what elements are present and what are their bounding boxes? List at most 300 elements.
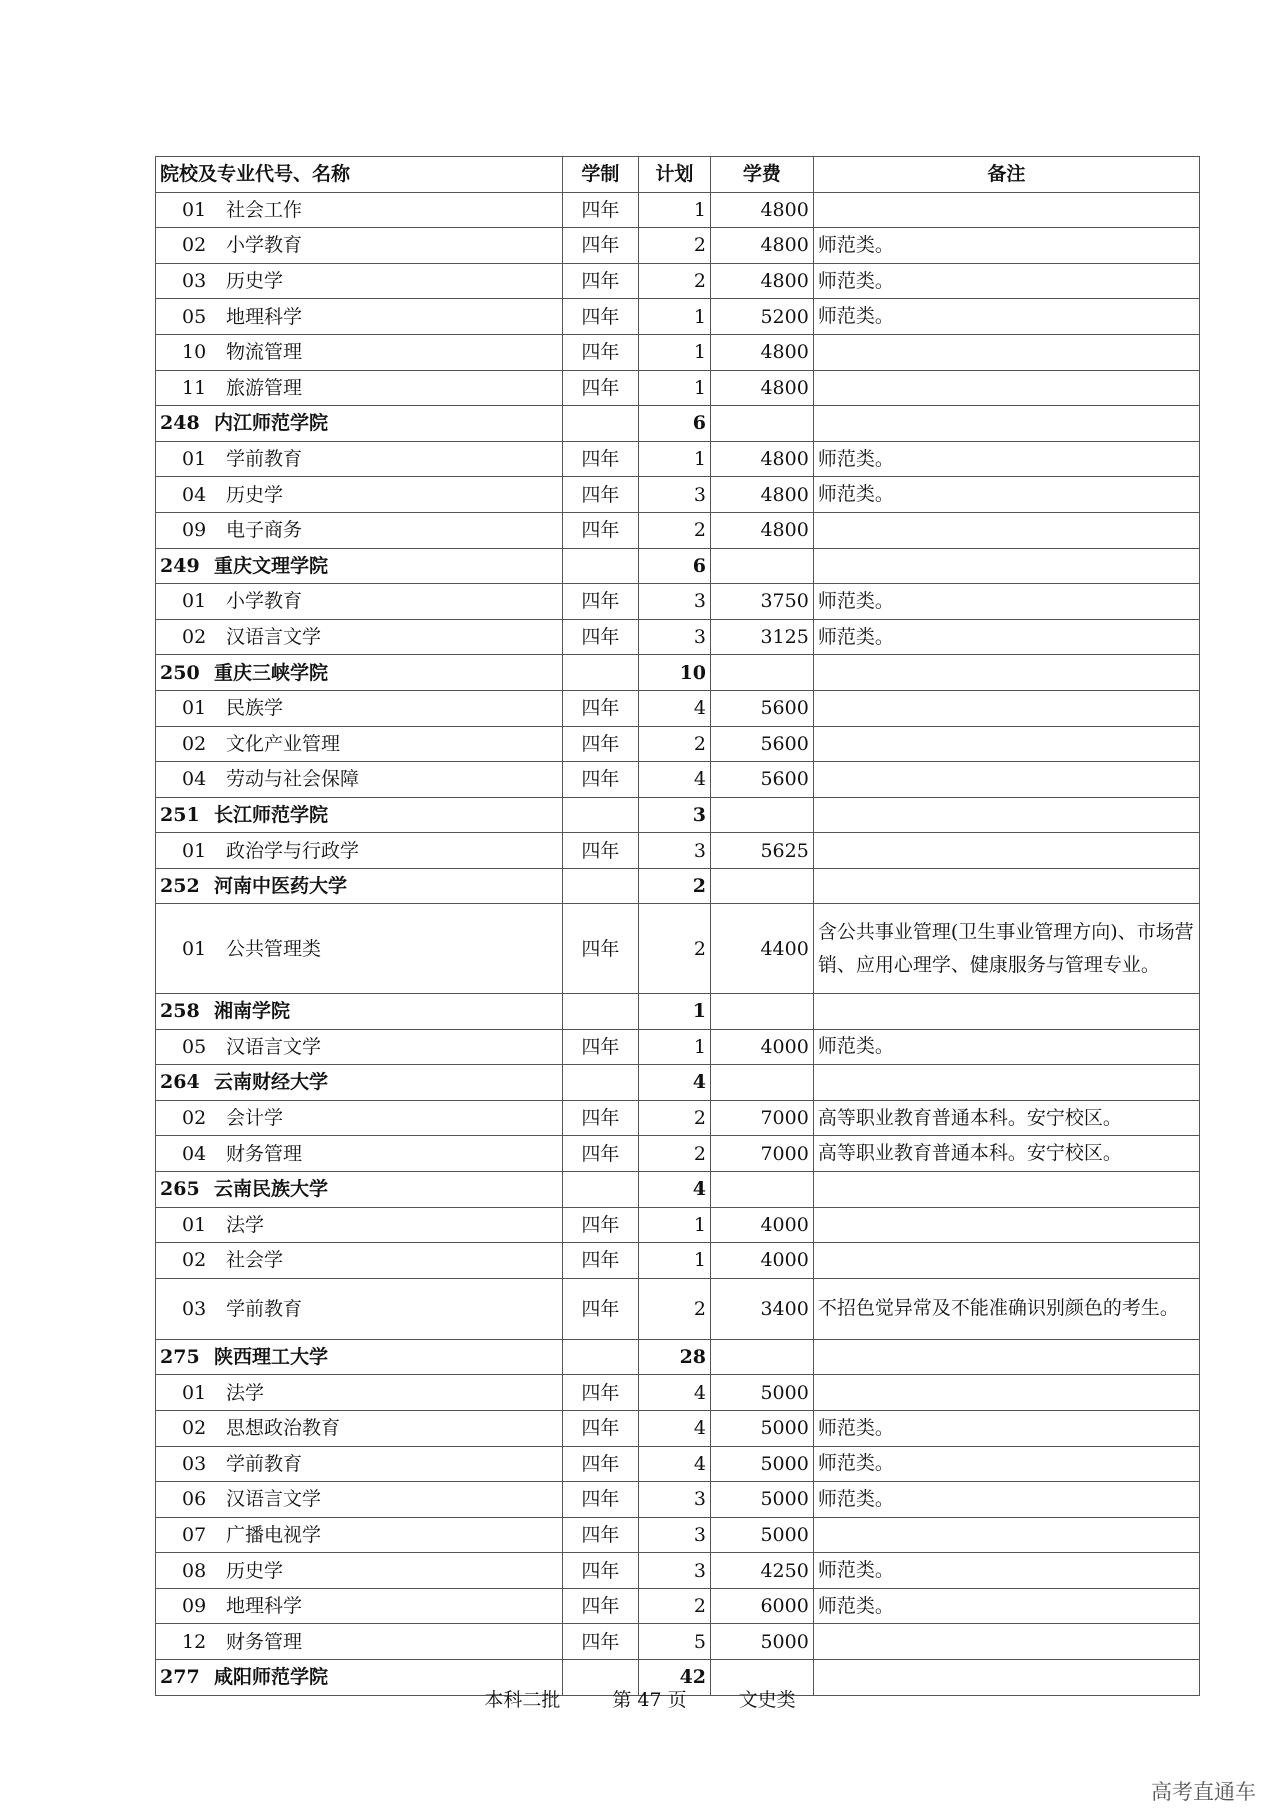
- plan-cell: 3: [638, 833, 710, 869]
- plan-cell: 5: [638, 1624, 710, 1660]
- school-name-cell: [156, 1171, 563, 1207]
- plan-cell: 1: [638, 1243, 710, 1279]
- fee-cell: 5600: [711, 762, 814, 798]
- header-name: 院校及专业代号、名称: [156, 157, 563, 193]
- footer-batch: 本科二批: [484, 1689, 561, 1711]
- major-code: 09: [182, 519, 207, 542]
- major-name: 财务管理: [226, 1142, 303, 1165]
- note-cell: 师范类。: [813, 1446, 1199, 1482]
- plan-cell: 2: [638, 1136, 710, 1172]
- note-cell: 师范类。: [813, 477, 1199, 513]
- length-cell: 四年: [563, 584, 639, 620]
- admission-plan-table: [155, 156, 1200, 1696]
- major-name-cell: [156, 512, 563, 548]
- length-cell: 四年: [563, 263, 639, 299]
- length-cell: 四年: [563, 1553, 639, 1589]
- major-name: 法学: [226, 1381, 265, 1404]
- note-cell: [813, 1339, 1199, 1375]
- major-name-cell: [156, 1029, 563, 1065]
- fee-cell: [711, 1339, 814, 1375]
- major-name-cell: [156, 1243, 563, 1279]
- footer-category: 文史类: [738, 1689, 796, 1711]
- school-name: 咸阳师范学院: [214, 1666, 329, 1689]
- major-row: [156, 1553, 1200, 1589]
- note-cell: [813, 868, 1199, 904]
- plan-cell: 4: [638, 1065, 710, 1101]
- major-code: 04: [182, 483, 207, 506]
- note-cell: [813, 762, 1199, 798]
- major-name-cell: [156, 1553, 563, 1589]
- plan-cell: 4: [638, 1446, 710, 1482]
- plan-cell: 1: [638, 334, 710, 370]
- note-cell: [813, 993, 1199, 1029]
- plan-cell: 2: [638, 726, 710, 762]
- plan-cell: 28: [638, 1339, 710, 1375]
- plan-cell: 1: [638, 370, 710, 406]
- major-name-cell: [156, 762, 563, 798]
- major-row: [156, 1207, 1200, 1243]
- school-name: 湘南学院: [214, 1000, 291, 1023]
- plan-cell: 4: [638, 762, 710, 798]
- school-code: 250: [160, 661, 200, 684]
- plan-cell: 2: [638, 904, 710, 994]
- major-name: 历史学: [226, 483, 284, 506]
- school-row: [156, 1171, 1200, 1207]
- note-cell: [813, 690, 1199, 726]
- plan-cell: 1: [638, 299, 710, 335]
- major-code: 03: [182, 270, 207, 293]
- school-name-cell: [156, 868, 563, 904]
- note-cell: [813, 370, 1199, 406]
- fee-cell: 5625: [711, 833, 814, 869]
- length-cell: 四年: [563, 1624, 639, 1660]
- major-row: [156, 619, 1200, 655]
- major-row: [156, 833, 1200, 869]
- header-note: 备注: [813, 157, 1199, 193]
- major-name-cell: [156, 370, 563, 406]
- plan-cell: 3: [638, 1553, 710, 1589]
- length-cell: [563, 1065, 639, 1101]
- plan-cell: 2: [638, 868, 710, 904]
- length-cell: [563, 868, 639, 904]
- fee-cell: 4250: [711, 1553, 814, 1589]
- note-cell: [813, 512, 1199, 548]
- plan-cell: 2: [638, 1278, 710, 1339]
- major-name: 历史学: [226, 1559, 284, 1582]
- major-row: [156, 1624, 1200, 1660]
- school-row: [156, 406, 1200, 442]
- major-name-cell: [156, 477, 563, 513]
- length-cell: 四年: [563, 299, 639, 335]
- plan-cell: 3: [638, 584, 710, 620]
- major-code: 02: [182, 732, 207, 755]
- major-name-cell: [156, 1446, 563, 1482]
- note-cell: [813, 1517, 1199, 1553]
- school-name: 内江师范学院: [214, 412, 329, 435]
- plan-cell: 10: [638, 655, 710, 691]
- major-name: 学前教育: [226, 1297, 303, 1320]
- fee-cell: 4800: [711, 228, 814, 264]
- length-cell: 四年: [563, 441, 639, 477]
- major-name: 历史学: [226, 270, 284, 293]
- major-code: 01: [182, 198, 207, 221]
- note-cell: [813, 334, 1199, 370]
- major-name-cell: [156, 619, 563, 655]
- note-cell: [813, 833, 1199, 869]
- note-cell: 师范类。: [813, 1029, 1199, 1065]
- page-footer: [0, 1685, 1280, 1712]
- major-code: 01: [182, 1381, 207, 1404]
- major-row: [156, 1446, 1200, 1482]
- major-name: 小学教育: [226, 234, 303, 257]
- note-cell: [813, 1243, 1199, 1279]
- length-cell: 四年: [563, 1410, 639, 1446]
- major-name-cell: [156, 1517, 563, 1553]
- major-name-cell: [156, 1482, 563, 1518]
- plan-cell: 1: [638, 1029, 710, 1065]
- plan-cell: 3: [638, 1517, 710, 1553]
- school-name-cell: [156, 655, 563, 691]
- major-row: [156, 584, 1200, 620]
- plan-cell: 4: [638, 1410, 710, 1446]
- length-cell: 四年: [563, 228, 639, 264]
- fee-cell: 4000: [711, 1207, 814, 1243]
- major-code: 07: [182, 1523, 207, 1546]
- school-name: 河南中医药大学: [214, 875, 348, 898]
- major-name-cell: [156, 1207, 563, 1243]
- plan-cell: 1: [638, 192, 710, 228]
- length-cell: [563, 655, 639, 691]
- major-name: 物流管理: [226, 341, 303, 364]
- major-row: [156, 1100, 1200, 1136]
- fee-cell: 4800: [711, 512, 814, 548]
- fee-cell: 7000: [711, 1100, 814, 1136]
- plan-cell: 2: [638, 1100, 710, 1136]
- length-cell: 四年: [563, 370, 639, 406]
- fee-cell: 5000: [711, 1624, 814, 1660]
- length-cell: 四年: [563, 1588, 639, 1624]
- note-cell: 师范类。: [813, 619, 1199, 655]
- length-cell: 四年: [563, 477, 639, 513]
- school-code: 252: [160, 875, 200, 898]
- fee-cell: 5000: [711, 1517, 814, 1553]
- school-name-cell: [156, 1339, 563, 1375]
- table-body: [156, 157, 1200, 1696]
- major-name-cell: [156, 904, 563, 994]
- major-code: 01: [182, 448, 207, 471]
- major-code: 01: [182, 590, 207, 613]
- major-row: [156, 1410, 1200, 1446]
- major-name-cell: [156, 299, 563, 335]
- major-code: 05: [182, 1035, 207, 1058]
- watermark-text: 高考直通车: [1151, 1780, 1256, 1804]
- major-code: 04: [182, 768, 207, 791]
- plan-cell: 1: [638, 441, 710, 477]
- major-code: 09: [182, 1595, 207, 1618]
- length-cell: [563, 797, 639, 833]
- major-code: 02: [182, 1417, 207, 1440]
- fee-cell: [711, 868, 814, 904]
- major-name: 政治学与行政学: [226, 839, 360, 862]
- header-plan: 计划: [638, 157, 710, 193]
- major-row: [156, 512, 1200, 548]
- major-row: [156, 1482, 1200, 1518]
- school-code: 248: [160, 412, 200, 435]
- plan-cell: 6: [638, 548, 710, 584]
- major-row: [156, 192, 1200, 228]
- major-name: 会计学: [226, 1107, 284, 1130]
- major-row: [156, 726, 1200, 762]
- school-code: 275: [160, 1346, 200, 1369]
- length-cell: 四年: [563, 762, 639, 798]
- school-name-cell: [156, 406, 563, 442]
- major-name-cell: [156, 1588, 563, 1624]
- major-row: [156, 1136, 1200, 1172]
- major-name-cell: [156, 1410, 563, 1446]
- length-cell: [563, 406, 639, 442]
- major-name-cell: [156, 833, 563, 869]
- length-cell: 四年: [563, 1517, 639, 1553]
- length-cell: [563, 1339, 639, 1375]
- length-cell: 四年: [563, 833, 639, 869]
- fee-cell: [711, 406, 814, 442]
- school-row: [156, 993, 1200, 1029]
- major-row: [156, 370, 1200, 406]
- major-name: 财务管理: [226, 1630, 303, 1653]
- length-cell: 四年: [563, 904, 639, 994]
- fee-cell: 3750: [711, 584, 814, 620]
- length-cell: 四年: [563, 726, 639, 762]
- fee-cell: 5600: [711, 726, 814, 762]
- school-code: 258: [160, 1000, 200, 1023]
- major-row: [156, 1517, 1200, 1553]
- plan-cell: 4: [638, 690, 710, 726]
- fee-cell: 5000: [711, 1410, 814, 1446]
- fee-cell: 4800: [711, 370, 814, 406]
- fee-cell: 4800: [711, 334, 814, 370]
- school-name: 云南民族大学: [214, 1178, 329, 1201]
- major-name-cell: [156, 1100, 563, 1136]
- fee-cell: 4000: [711, 1029, 814, 1065]
- major-row: [156, 762, 1200, 798]
- major-row: [156, 441, 1200, 477]
- major-code: 05: [182, 305, 207, 328]
- plan-cell: 3: [638, 1482, 710, 1518]
- note-cell: 师范类。: [813, 441, 1199, 477]
- fee-cell: 4800: [711, 441, 814, 477]
- school-name: 重庆文理学院: [214, 554, 329, 577]
- major-name-cell: [156, 1278, 563, 1339]
- school-code: 249: [160, 554, 200, 577]
- major-code: 11: [182, 376, 207, 399]
- plan-cell: 2: [638, 228, 710, 264]
- fee-cell: 4400: [711, 904, 814, 994]
- major-code: 01: [182, 839, 207, 862]
- note-cell: [813, 406, 1199, 442]
- note-cell: [813, 1375, 1199, 1411]
- major-name: 汉语言文学: [226, 1035, 322, 1058]
- note-cell: [813, 1207, 1199, 1243]
- footer-page: 第 47 页: [612, 1689, 687, 1711]
- length-cell: 四年: [563, 1446, 639, 1482]
- major-row: [156, 1243, 1200, 1279]
- length-cell: 四年: [563, 512, 639, 548]
- school-row: [156, 548, 1200, 584]
- fee-cell: [711, 1171, 814, 1207]
- major-code: 10: [182, 341, 207, 364]
- note-cell: 高等职业教育普通本科。安宁校区。: [813, 1136, 1199, 1172]
- major-name-cell: [156, 1375, 563, 1411]
- note-cell: 师范类。: [813, 1482, 1199, 1518]
- school-code: 264: [160, 1071, 200, 1094]
- fee-cell: [711, 1065, 814, 1101]
- plan-cell: 2: [638, 263, 710, 299]
- major-name: 社会学: [226, 1249, 284, 1272]
- major-row: [156, 690, 1200, 726]
- length-cell: 四年: [563, 1375, 639, 1411]
- length-cell: [563, 1171, 639, 1207]
- fee-cell: 5000: [711, 1446, 814, 1482]
- major-name: 社会工作: [226, 198, 303, 221]
- major-code: 08: [182, 1559, 207, 1582]
- length-cell: 四年: [563, 1136, 639, 1172]
- major-name-cell: [156, 334, 563, 370]
- major-row: [156, 1278, 1200, 1339]
- major-name: 小学教育: [226, 590, 303, 613]
- major-code: 01: [182, 1213, 207, 1236]
- major-name: 广播电视学: [226, 1523, 322, 1546]
- header-fee: 学费: [711, 157, 814, 193]
- plan-cell: 1: [638, 1207, 710, 1243]
- school-name: 重庆三峡学院: [214, 661, 329, 684]
- note-cell: [813, 797, 1199, 833]
- major-name: 汉语言文学: [226, 1488, 322, 1511]
- fee-cell: 4800: [711, 477, 814, 513]
- length-cell: 四年: [563, 1207, 639, 1243]
- length-cell: 四年: [563, 690, 639, 726]
- fee-cell: 3125: [711, 619, 814, 655]
- length-cell: 四年: [563, 192, 639, 228]
- school-row: [156, 797, 1200, 833]
- major-name: 地理科学: [226, 305, 303, 328]
- school-name: 云南财经大学: [214, 1071, 329, 1094]
- major-code: 03: [182, 1452, 207, 1475]
- fee-cell: 5600: [711, 690, 814, 726]
- major-row: [156, 1029, 1200, 1065]
- length-cell: 四年: [563, 1482, 639, 1518]
- note-cell: [813, 1171, 1199, 1207]
- fee-cell: 7000: [711, 1136, 814, 1172]
- length-cell: 四年: [563, 1100, 639, 1136]
- note-cell: [813, 655, 1199, 691]
- school-code: 265: [160, 1178, 200, 1201]
- major-code: 02: [182, 1107, 207, 1130]
- plan-cell: 42: [638, 1660, 710, 1696]
- length-cell: [563, 993, 639, 1029]
- fee-cell: 5000: [711, 1482, 814, 1518]
- note-cell: 师范类。: [813, 263, 1199, 299]
- major-name: 地理科学: [226, 1595, 303, 1618]
- school-row: [156, 655, 1200, 691]
- fee-cell: [711, 655, 814, 691]
- note-cell: [813, 1065, 1199, 1101]
- plan-cell: 2: [638, 1588, 710, 1624]
- major-name: 法学: [226, 1213, 265, 1236]
- major-name-cell: [156, 1624, 563, 1660]
- fee-cell: 5000: [711, 1375, 814, 1411]
- plan-cell: 2: [638, 512, 710, 548]
- note-cell: 师范类。: [813, 299, 1199, 335]
- fee-cell: 4800: [711, 192, 814, 228]
- major-name: 公共管理类: [226, 937, 322, 960]
- major-name-cell: [156, 228, 563, 264]
- major-name-cell: [156, 192, 563, 228]
- major-row: [156, 1588, 1200, 1624]
- length-cell: 四年: [563, 1243, 639, 1279]
- length-cell: [563, 548, 639, 584]
- plan-cell: 1: [638, 993, 710, 1029]
- major-code: 02: [182, 1249, 207, 1272]
- major-name: 学前教育: [226, 448, 303, 471]
- school-code: 251: [160, 803, 200, 826]
- major-name: 汉语言文学: [226, 626, 322, 649]
- major-row: [156, 228, 1200, 264]
- fee-cell: 6000: [711, 1588, 814, 1624]
- length-cell: 四年: [563, 619, 639, 655]
- fee-cell: [711, 548, 814, 584]
- length-cell: 四年: [563, 1278, 639, 1339]
- major-row: [156, 904, 1200, 994]
- major-name-cell: [156, 584, 563, 620]
- note-cell: [813, 548, 1199, 584]
- plan-cell: 4: [638, 1375, 710, 1411]
- fee-cell: 3400: [711, 1278, 814, 1339]
- major-code: 02: [182, 234, 207, 257]
- major-name: 文化产业管理: [226, 732, 341, 755]
- school-row: [156, 868, 1200, 904]
- note-cell: [813, 726, 1199, 762]
- note-cell: 师范类。: [813, 584, 1199, 620]
- major-code: 01: [182, 697, 207, 720]
- note-cell: 师范类。: [813, 1553, 1199, 1589]
- length-cell: 四年: [563, 1029, 639, 1065]
- major-code: 02: [182, 626, 207, 649]
- major-row: [156, 334, 1200, 370]
- major-name-cell: [156, 726, 563, 762]
- school-name-cell: [156, 993, 563, 1029]
- fee-cell: 4800: [711, 263, 814, 299]
- major-name-cell: [156, 441, 563, 477]
- school-code: 277: [160, 1666, 200, 1689]
- header-length: 学制: [563, 157, 639, 193]
- school-name: 陕西理工大学: [214, 1346, 329, 1369]
- school-name-cell: [156, 797, 563, 833]
- note-cell: [813, 1624, 1199, 1660]
- major-name-cell: [156, 690, 563, 726]
- plan-cell: 3: [638, 797, 710, 833]
- fee-cell: 5200: [711, 299, 814, 335]
- major-code: 01: [182, 937, 207, 960]
- major-name: 学前教育: [226, 1452, 303, 1475]
- major-name: 旅游管理: [226, 376, 303, 399]
- plan-cell: 3: [638, 619, 710, 655]
- major-code: 04: [182, 1142, 207, 1165]
- plan-cell: 3: [638, 477, 710, 513]
- major-name: 民族学: [226, 697, 284, 720]
- note-cell: 师范类。: [813, 228, 1199, 264]
- major-code: 12: [182, 1630, 207, 1653]
- table-header-row: [156, 157, 1200, 193]
